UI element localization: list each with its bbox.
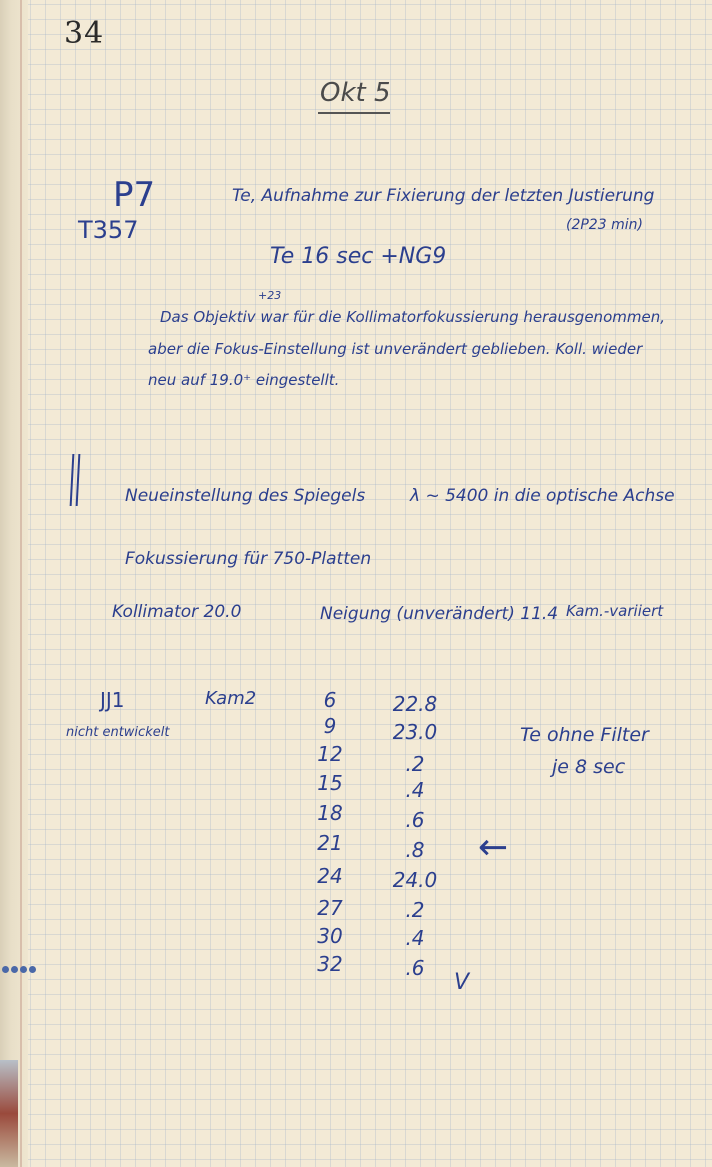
plate-label: JJ1 [100, 688, 125, 712]
table-row-n: 24 [317, 864, 343, 888]
table-row-v: .2 [405, 898, 425, 922]
table-row-v: .6 [405, 956, 425, 980]
paragraph-line-3: neu auf 19.0⁺ eingestellt. [148, 371, 340, 389]
section-line-2: Fokussierung für 750-Platten [125, 549, 372, 569]
paragraph-line-1: Das Objektiv war für die Kollimatorfokussierung herausgenommen, [160, 308, 665, 326]
table-row-n: 15 [317, 771, 343, 795]
table-row-n: 21 [317, 831, 343, 855]
page-binding [0, 0, 28, 1167]
page-number: 34 [64, 16, 105, 51]
paragraph-insert: +23 [258, 289, 282, 302]
side-note-line-1: Te ohne Filter [520, 724, 649, 746]
entry-line-1: Te, Aufnahme zur Fixierung der letzten Justierung [232, 186, 655, 206]
entry-note: (2P23 min) [566, 217, 643, 233]
exposure-line: Te 16 sec +NG9 [270, 244, 447, 269]
section-line-1-right: λ ~ 5400 in die optische Achse [410, 486, 675, 506]
checkmark-icon: V [454, 970, 470, 995]
table-row-v: 24.0 [392, 868, 438, 892]
table-row-v: .4 [405, 926, 425, 950]
section-line-1-left: Neueinstellung des Spiegels [125, 486, 366, 506]
section-mark [70, 454, 80, 506]
kamera-label: Kam.-variiert [566, 602, 664, 620]
table-row-n: 30 [317, 924, 343, 948]
heading-underline [318, 112, 390, 114]
telescope-id: T357 [78, 216, 139, 244]
kamera-id: Kam2 [205, 688, 257, 709]
table-row-n: 32 [317, 952, 343, 976]
margin-line [20, 0, 22, 1167]
neigung-label: Neigung (unverändert) 11.4 [320, 604, 559, 624]
table-row-v: .2 [405, 752, 425, 776]
table-row-n: 9 [323, 714, 337, 738]
table-row-n: 27 [317, 896, 343, 920]
arrow-left-icon: ← [478, 827, 509, 868]
table-row-n: 18 [317, 801, 343, 825]
table-row-v: .4 [405, 778, 425, 802]
binding-holes [2, 958, 38, 977]
table-row-v: 23.0 [392, 720, 438, 744]
page-heading: Okt 5 [320, 78, 391, 108]
page-edge-mark [0, 1060, 18, 1167]
table-row-n: 12 [317, 742, 343, 766]
table-row-v: .8 [405, 838, 425, 862]
table-row-v: .6 [405, 808, 425, 832]
plate-id: P7 [113, 175, 156, 215]
plate-note: nicht entwickelt [66, 725, 170, 740]
side-note-line-2: je 8 sec [552, 756, 626, 778]
table-row-v: 22.8 [392, 692, 438, 716]
paragraph-line-2: aber die Fokus-Einstellung ist unverändert geblieben. Koll. wieder [148, 340, 643, 358]
kollimator-label: Kollimator 20.0 [112, 602, 242, 622]
table-row-n: 6 [323, 688, 337, 712]
